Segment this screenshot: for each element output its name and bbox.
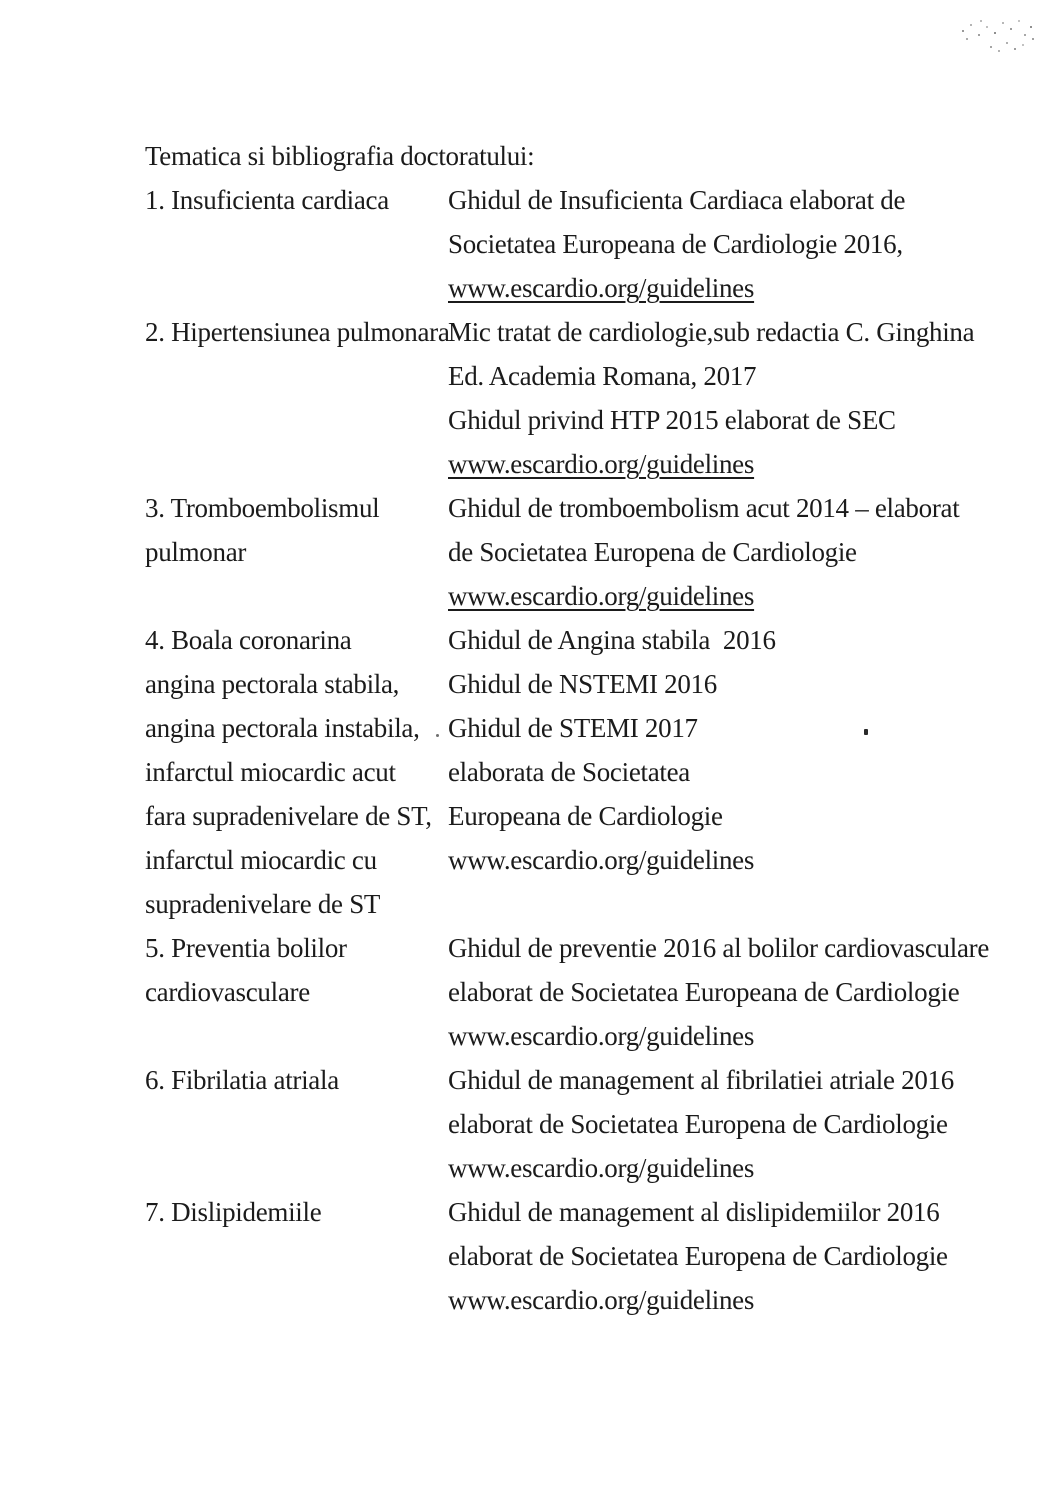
reference-line: Ghidul de preventie 2016 al bolilor cardiovasculare: [448, 933, 990, 963]
reference-line: Ed. Academia Romana, 2017: [448, 361, 757, 391]
reference-cell: [448, 926, 1025, 1058]
topic-line: angina pectorala instabila,: [145, 713, 420, 743]
topic-line: 2. Hipertensiunea pulmonara: [145, 317, 450, 347]
reference-cell: [448, 310, 1025, 486]
guidelines-url: www.escardio.org/guidelines: [448, 449, 755, 479]
bibliography-entry: [145, 1058, 1025, 1190]
entries: [145, 178, 1025, 1322]
guidelines-url: www.escardio.org/guidelines: [448, 273, 755, 303]
topic-line: 5. Preventia bolilor: [145, 933, 347, 963]
reference-cell: [448, 618, 1025, 882]
guidelines-url: www.escardio.org/guidelines: [448, 845, 755, 875]
guidelines-url: www.escardio.org/guidelines: [448, 581, 755, 611]
reference-line: elaborata de Societatea: [448, 757, 690, 787]
reference-line: Ghidul de management al dislipidemiilor 2016: [448, 1197, 940, 1227]
reference-line: Ghidul de Insuficienta Cardiaca elaborat de: [448, 185, 906, 215]
reference-line: Ghidul de tromboembolism acut 2014 – elaborat: [448, 493, 960, 523]
reference-line: elaborat de Societatea Europena de Cardiologie: [448, 1109, 948, 1139]
topic-cell: [145, 310, 448, 354]
topic-line: infarctul miocardic cu: [145, 845, 377, 875]
reference-line: Ghidul de management al fibrilatiei atriale 2016: [448, 1065, 954, 1095]
topic-line: supradenivelare de ST: [145, 889, 381, 919]
topic-line: cardiovasculare: [145, 977, 310, 1007]
bibliography-entry: [145, 178, 1025, 310]
topic-cell: [145, 1190, 448, 1234]
bibliography-entry: [145, 486, 1025, 618]
topic-line: angina pectorala stabila,: [145, 669, 400, 699]
topic-line: 4. Boala coronarina: [145, 625, 352, 655]
topic-line: 7. Dislipidemiile: [145, 1197, 322, 1227]
topic-line: infarctul miocardic acut: [145, 757, 396, 787]
topic-cell: [145, 926, 448, 1014]
bibliography-entry: [145, 1190, 1025, 1322]
document-body: [145, 134, 1025, 1322]
topic-cell: [145, 178, 448, 222]
guidelines-url: www.escardio.org/guidelines: [448, 1285, 755, 1315]
guidelines-url: www.escardio.org/guidelines: [448, 1021, 755, 1051]
topic-cell: [145, 1058, 448, 1102]
topic-line: fara supradenivelare de ST,: [145, 801, 432, 831]
reference-line: elaborat de Societatea Europena de Cardiologie: [448, 1241, 948, 1271]
reference-cell: [448, 486, 1025, 618]
reference-line: Societatea Europeana de Cardiologie 2016,: [448, 229, 903, 259]
reference-line: Mic tratat de cardiologie,sub redactia C. Ginghina: [448, 317, 975, 347]
reference-line: elaborat de Societatea Europeana de Cardiologie: [448, 977, 960, 1007]
guidelines-url: www.escardio.org/guidelines: [448, 1153, 755, 1183]
reference-line: Europeana de Cardiologie: [448, 801, 723, 831]
reference-line: de Societatea Europena de Cardiologie: [448, 537, 857, 567]
topic-line: 1. Insuficienta cardiaca: [145, 185, 389, 215]
reference-cell: [448, 1058, 1025, 1190]
topic-cell: [145, 486, 448, 574]
scan-artifact-scribble: [960, 28, 962, 30]
topic-line: 6. Fibrilatia atriala: [145, 1065, 339, 1095]
topic-line: pulmonar: [145, 537, 247, 567]
reference-line: Ghidul de STEMI 2017: [448, 713, 698, 743]
bibliography-entry: [145, 618, 1025, 926]
reference-cell: [448, 1190, 1025, 1322]
reference-line: Ghidul de NSTEMI 2016: [448, 669, 717, 699]
topic-line: 3. Tromboembolismul: [145, 493, 380, 523]
reference-cell: [448, 178, 1025, 310]
page-title: Tematica si bibliografia doctoratului:: [145, 141, 535, 171]
reference-line: Ghidul de Angina stabila 2016: [448, 625, 776, 655]
reference-line: Ghidul privind HTP 2015 elaborat de SEC: [448, 405, 896, 435]
bibliography-entry: [145, 926, 1025, 1058]
bibliography-entry: [145, 310, 1025, 486]
topic-cell: [145, 618, 448, 926]
